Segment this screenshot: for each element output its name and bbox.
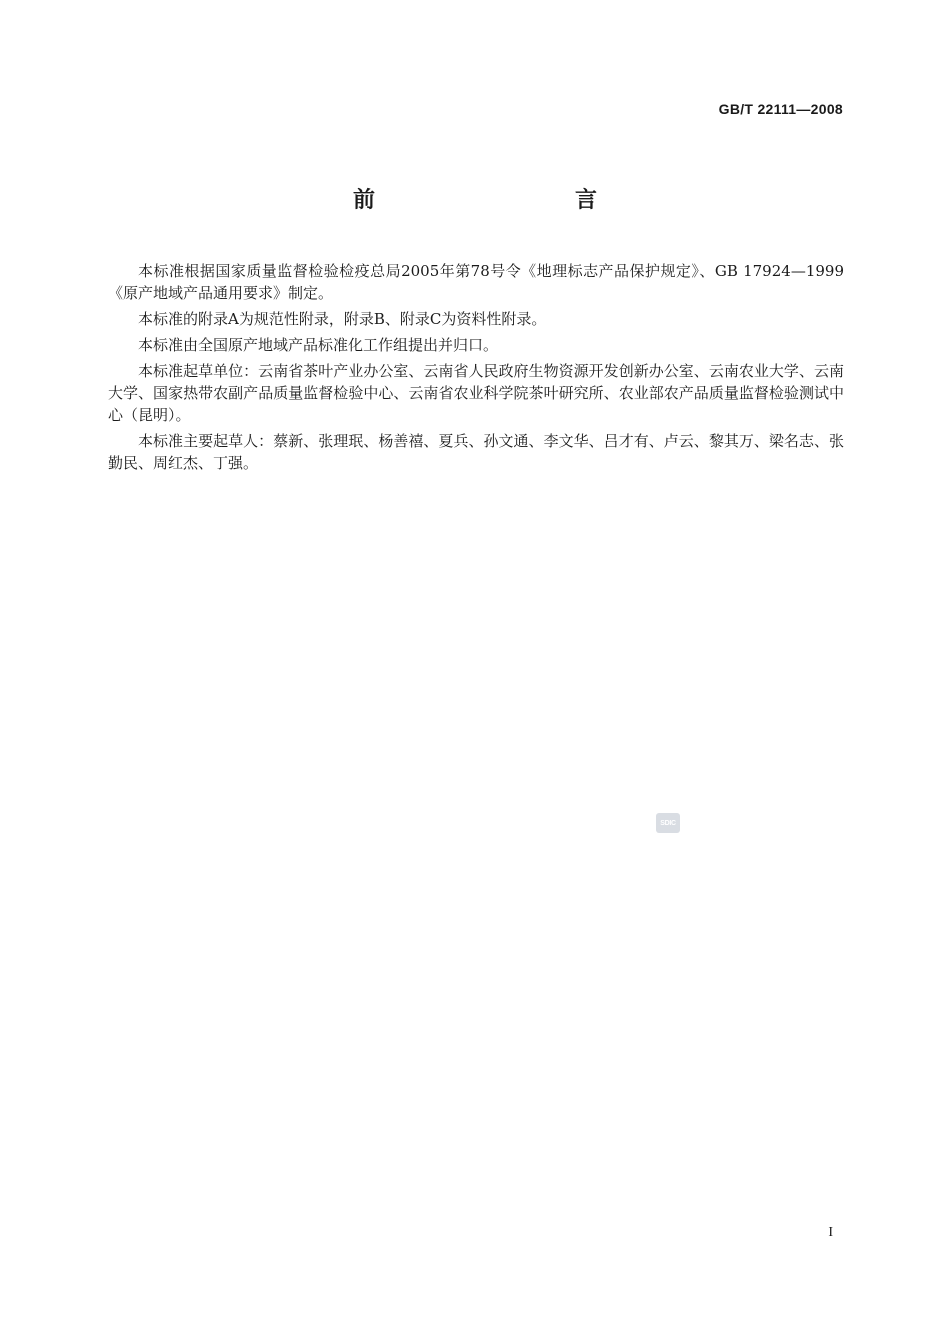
standard-code: GB/T 22111—2008 <box>718 101 843 117</box>
paragraph-appendices: 本标准的附录A为规范性附录，附录B、附录C为资料性附录。 <box>138 310 547 328</box>
paragraph-drafters: 本标准主要起草人：蔡新、张理珉、杨善禧、夏兵、孙文通、李文华、吕才有、卢云、黎其万、梁名志、张勤民、周红杰、丁强。 <box>108 432 844 472</box>
paragraph-basis: 本标准根据国家质量监督检验检疫总局2005年第78号令《地理标志产品保护规定》、GB 17924—1999《原产地域产品通用要求》制定。 <box>108 262 844 302</box>
foreword-body <box>108 260 844 478</box>
page-title: 前 言 <box>352 188 649 213</box>
paragraph-drafting-units: 本标准起草单位：云南省茶叶产业办公室、云南省人民政府生物资源开发创新办公室、云南农业大学、云南大学、国家热带农副产品质量监督检验中心、云南省农业科学院茶叶研究所、农业部农产品质量监督检验测试中心（昆明）。 <box>108 362 844 424</box>
paragraph-proposer: 本标准由全国原产地域产品标准化工作组提出并归口。 <box>138 336 499 354</box>
watermark-logo: SDIC <box>656 813 680 833</box>
page-number: I <box>828 1225 833 1240</box>
